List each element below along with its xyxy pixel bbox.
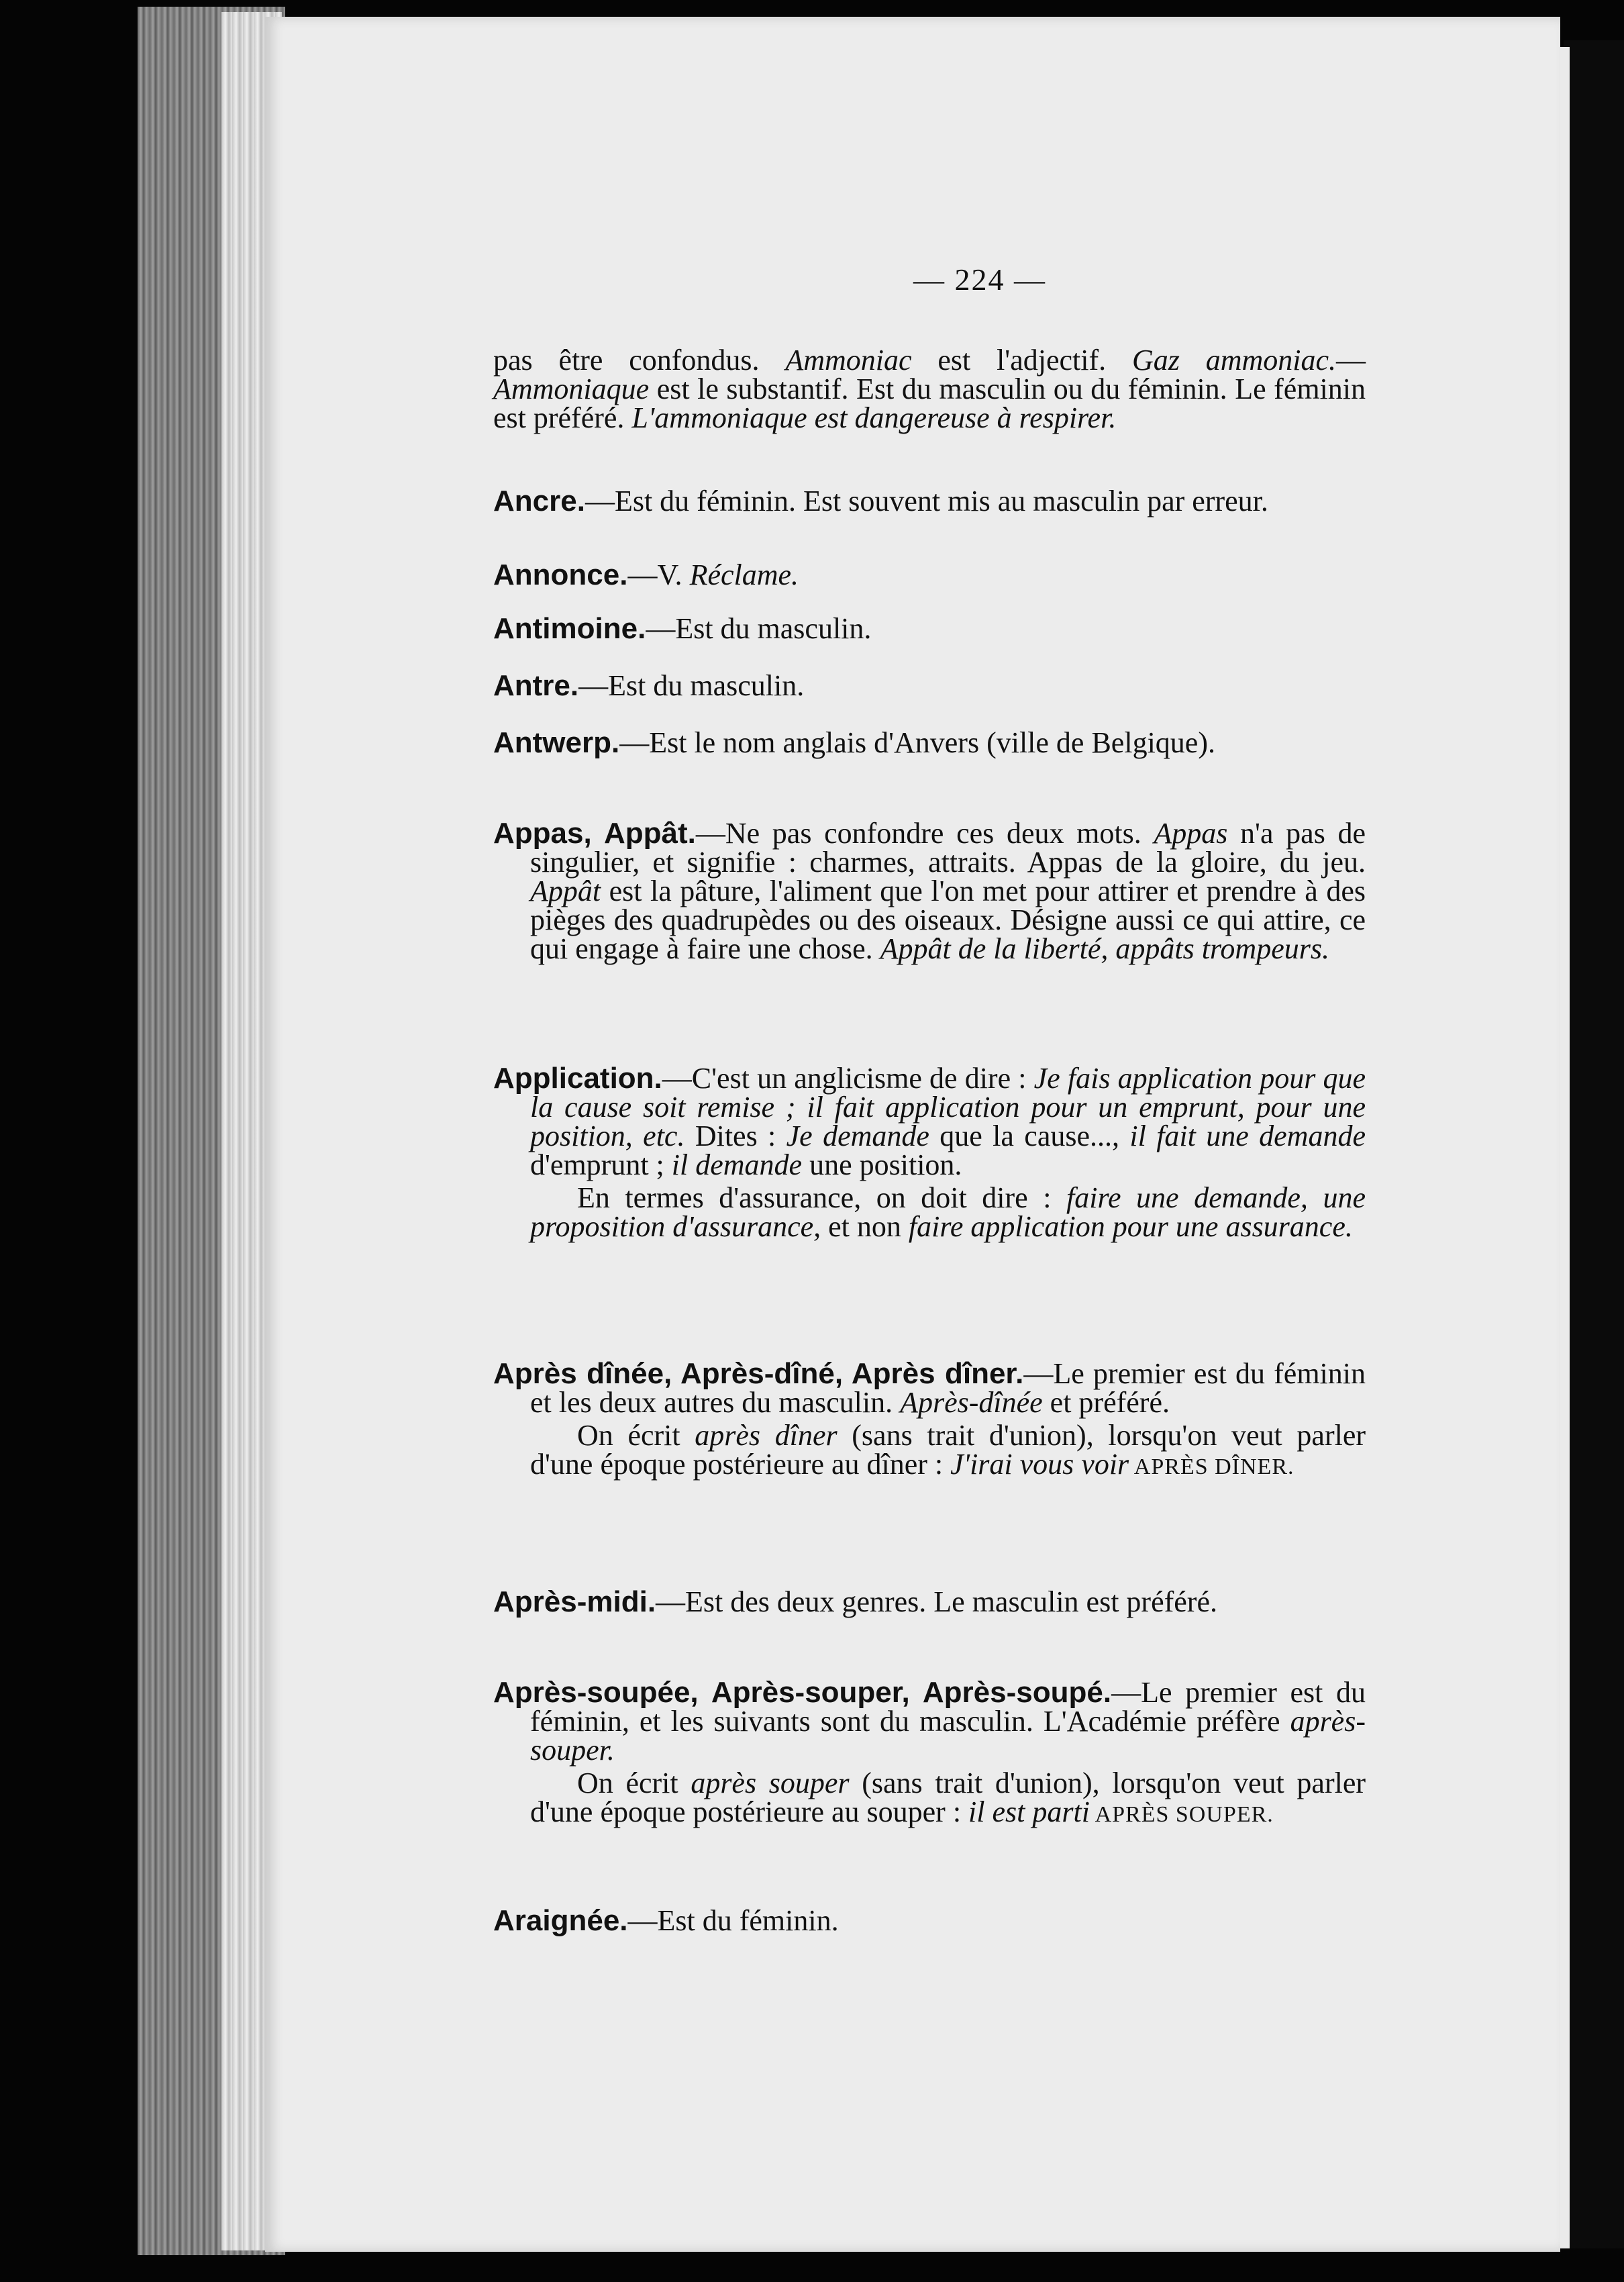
entry-headword: Antwerp.	[493, 726, 620, 759]
entry-paragraph	[493, 1421, 1366, 1481]
entry-headword: Après-midi.	[493, 1585, 656, 1618]
entry-paragraph	[493, 1678, 1366, 1765]
entry-apres-midi	[493, 1587, 1366, 1616]
entry-text: pas être confondus.	[493, 344, 786, 377]
entry-text: —V.	[627, 558, 690, 591]
italic-text: Ammoniaque	[493, 373, 650, 405]
italic-text: après-souper.	[530, 1705, 1366, 1767]
entry-text: —Le premier est du féminin et les deux autres du masculin.	[530, 1357, 1366, 1419]
entry-ancre	[493, 487, 1366, 515]
entry-headword: Après dînée, Après-dîné, Après dîner.	[493, 1357, 1024, 1390]
italic-text: J'irai vous voir	[950, 1448, 1129, 1481]
italic-text: Ammoniac	[785, 344, 912, 377]
entry-headword: Antre.	[493, 669, 579, 702]
entry-text: n'a pas de singulier, et signifie : charmes, attraits. Appas de la gloire, du jeu.	[530, 817, 1366, 879]
entry-paragraph	[493, 1906, 1366, 1935]
entry-paragraph	[493, 671, 1366, 700]
entry-paragraph	[493, 728, 1366, 757]
italic-text: Appât de la liberté, appâts trompeurs.	[880, 932, 1329, 965]
entry-paragraph	[493, 1587, 1366, 1616]
italic-text: Je demande	[786, 1120, 929, 1152]
entry-ammoniaque-continued	[493, 346, 1366, 432]
entry-headword: Ancre.	[493, 485, 585, 517]
entry-antimoine	[493, 614, 1366, 643]
entry-paragraph	[493, 1064, 1366, 1179]
entry-paragraph	[493, 560, 1366, 589]
entry-text: (sans trait d'union), lorsqu'on veut parler d'une époque postérieure au souper :	[530, 1767, 1366, 1828]
italic-text: faire une demande, une proposition d'assurance,	[530, 1181, 1366, 1243]
entry-text: —Est du féminin.	[627, 1904, 839, 1937]
entry-headword: Araignée.	[493, 1904, 628, 1937]
entry-text: —Est du masculin.	[578, 669, 805, 702]
italic-text: il demande	[671, 1148, 803, 1181]
entry-text: Dites :	[684, 1120, 786, 1152]
entry-headword: Annonce.	[493, 558, 628, 591]
entry-text: est la pâture, l'aliment que l'on met pour attirer et prendre à des pièges des quadrupèdes ou des oiseaux. Désigne aussi ce qui attire, ce qui engage à faire une chose.	[530, 875, 1366, 965]
italic-text: Appât	[530, 875, 601, 907]
italic-text: Appas	[1154, 817, 1228, 850]
entry-antwerp	[493, 728, 1366, 757]
entry-text: —Ne pas confondre ces deux mots.	[695, 817, 1154, 850]
entry-paragraph	[493, 1769, 1366, 1829]
italic-text: après dîner	[695, 1419, 838, 1452]
entry-text: et préféré.	[1042, 1386, 1170, 1419]
entry-paragraph	[493, 1183, 1366, 1241]
entry-application	[493, 1064, 1366, 1241]
entry-headword: Appas, Appât.	[493, 817, 696, 850]
entry-text: une position.	[802, 1148, 962, 1181]
entry-headword: Application.	[493, 1062, 662, 1095]
italic-text: Je fais application pour que la cause soit remise ; il fait application pour un emprunt, pour une position, etc.	[530, 1062, 1366, 1152]
entry-text: On écrit	[577, 1419, 695, 1452]
entry-text: APRÈS DÎNER.	[1129, 1454, 1295, 1479]
entry-text: —	[1336, 344, 1366, 377]
italic-text: faire application pour une assurance.	[908, 1210, 1353, 1243]
entry-text: est le substantif. Est du masculin ou du féminin. Le féminin est préféré.	[493, 373, 1366, 434]
italic-text: Après-dînée	[900, 1386, 1043, 1419]
entry-text: et non	[821, 1210, 909, 1243]
facing-page-edge	[1560, 47, 1570, 2248]
entry-text: que la cause...,	[929, 1120, 1130, 1152]
page-number: — 224 —	[913, 262, 1046, 297]
entry-appas-appat	[493, 819, 1366, 963]
entry-annonce	[493, 560, 1366, 589]
entry-text: —Est du masculin.	[646, 612, 872, 645]
entry-text: —Est du féminin. Est souvent mis au masculin par erreur.	[585, 485, 1268, 517]
book-page	[265, 17, 1560, 2252]
entry-paragraph	[493, 1359, 1366, 1417]
entry-text: —C'est un anglicisme de dire :	[662, 1062, 1034, 1095]
italic-text: L'ammoniaque est dangereuse à respirer.	[631, 401, 1117, 434]
entry-apres-dinee	[493, 1359, 1366, 1481]
entry-antre	[493, 671, 1366, 700]
entry-text: est l'adjectif.	[911, 344, 1132, 377]
right-margin-dark	[1564, 40, 1624, 2248]
entry-text: On écrit	[577, 1767, 691, 1799]
entry-headword: Après-soupée, Après-souper, Après-soupé.	[493, 1676, 1112, 1709]
entry-text: —Est le nom anglais d'Anvers (ville de Belgique).	[619, 726, 1215, 759]
entry-text: APRÈS SOUPER.	[1089, 1802, 1274, 1827]
entry-text: En termes d'assurance, on doit dire :	[577, 1181, 1066, 1214]
entry-text: —Le premier est du féminin, et les suivants sont du masculin. L'Académie préfère	[530, 1676, 1366, 1738]
italic-text: Réclame.	[689, 558, 799, 591]
entry-apres-soupee	[493, 1678, 1366, 1829]
entry-paragraph	[493, 487, 1366, 515]
entry-headword: Antimoine.	[493, 612, 646, 645]
italic-text: il est parti	[968, 1795, 1090, 1828]
italic-text: Gaz ammoniac.	[1131, 344, 1336, 377]
entry-text: —Est des deux genres. Le masculin est préféré.	[656, 1585, 1217, 1618]
italic-text: après souper	[691, 1767, 850, 1799]
entry-araignee	[493, 1906, 1366, 1935]
entry-paragraph	[493, 346, 1366, 432]
italic-text: il fait une demande	[1129, 1120, 1366, 1152]
entry-paragraph	[493, 614, 1366, 643]
entry-paragraph	[493, 819, 1366, 963]
entry-text: d'emprunt ;	[530, 1148, 672, 1181]
entry-text: (sans trait d'union), lorsqu'on veut parler d'une époque postérieure au dîner :	[530, 1419, 1366, 1481]
